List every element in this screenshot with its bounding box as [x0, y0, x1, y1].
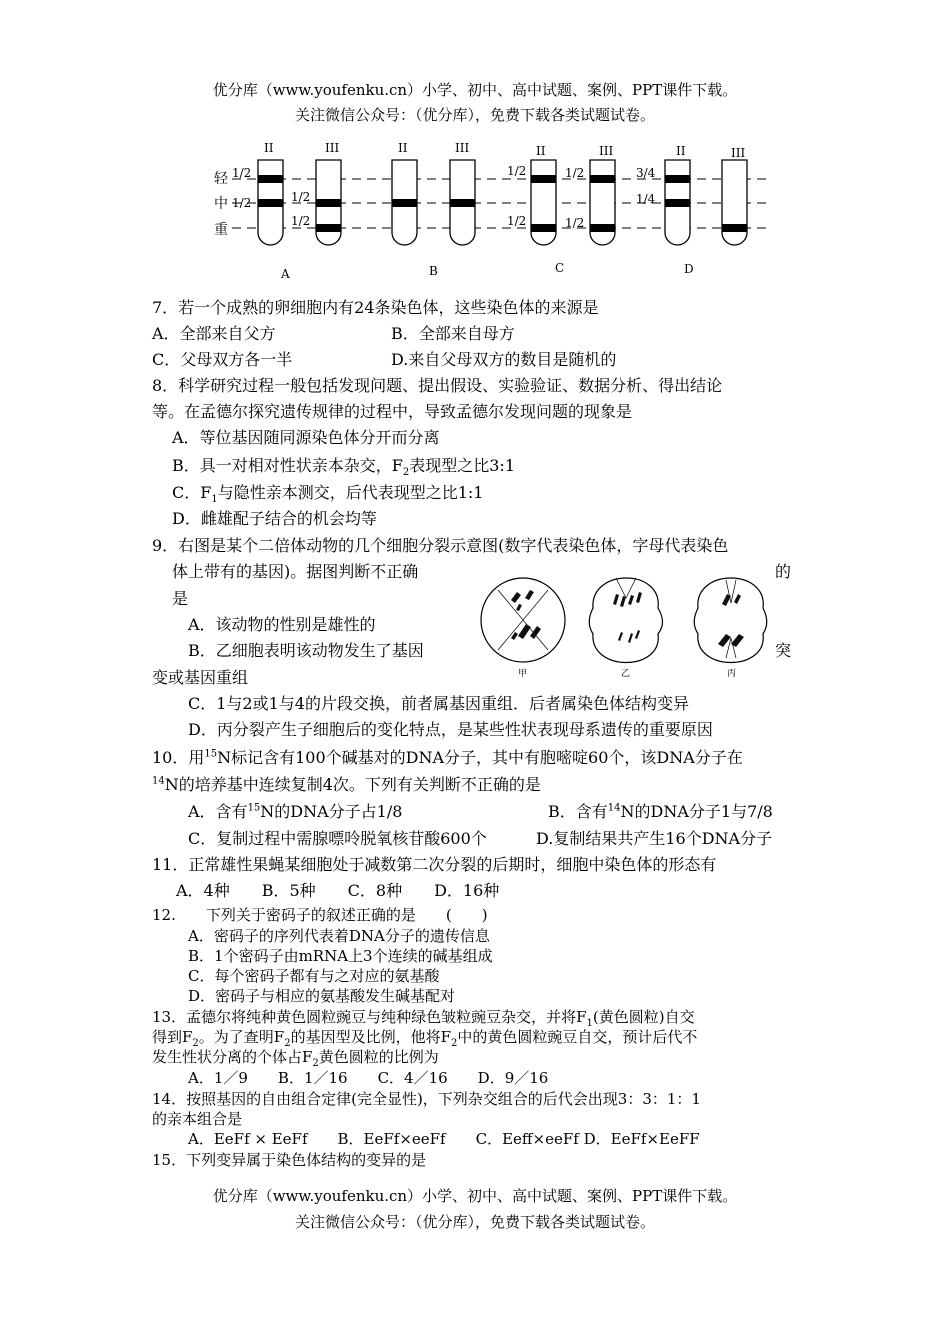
- tube-labels: [264, 141, 745, 160]
- q7-option-a: A．全部来自父方: [152, 324, 276, 343]
- frac-a-1: 1/2: [232, 166, 252, 180]
- tube-label-a-iii: III: [325, 141, 340, 155]
- tube-label-a-ii: II: [264, 141, 274, 155]
- q7-option-c: C．父母双方各一半: [152, 350, 293, 369]
- option-labels: [280, 261, 694, 281]
- frac-a-3: 1/2: [291, 190, 311, 204]
- tube-label-c-ii: II: [536, 144, 546, 158]
- tube-a-ii-band-1: [258, 175, 283, 183]
- q15-stem: 15．下列变异属于染色体结构的变异的是: [152, 1151, 427, 1169]
- cell-labels: [518, 668, 736, 679]
- tube-label-b-iii: III: [455, 141, 470, 155]
- q9-option-c: C．1与2或1与4的片段交换，前者属基因重组．后者属染色体结构变异: [188, 694, 689, 713]
- tube-d-iii: [722, 160, 747, 245]
- q10-stem-1: 10．用$^{15}$N标记含有100个碱基对的DNA分子，其中有胞嘧啶60个，该DNA分子在: [152, 748, 743, 767]
- footer-line-2: 关注微信公众号：（优分库），免费下载各类试题试卷。: [294, 1213, 655, 1231]
- cell-yi-outline: [589, 578, 662, 663]
- cell-bing-outline: [694, 578, 767, 663]
- tube-c-ii-band-1: [531, 175, 556, 183]
- q8-option-b: B．具一对相对性状亲本杂交，$F_2$表现型之比3:1: [172, 456, 516, 479]
- q9-option-d: D．丙分裂产生子细胞后的变化特点，是某些性状表现母系遗传的重要原因: [188, 720, 713, 739]
- q12-option-b: B．1个密码子由mRNA上3个连续的碱基组成: [188, 947, 493, 965]
- q10-option-a: A．含有$^{15}$N的DNA分子占1/8: [188, 802, 403, 821]
- header-line-2: 关注微信公众号：（优分库），免费下载各类试题试卷。: [294, 106, 655, 124]
- frac-c-4: 1/2: [565, 216, 585, 230]
- footer-line-1: 优分库（www.youfenku.cn）小学、初中、高中试题、案例、PPT课件下载。: [212, 1187, 738, 1205]
- q14-stem-2: 的亲本组合是: [152, 1110, 243, 1128]
- frac-c-2: 1/2: [507, 214, 527, 228]
- option-label-a: A: [281, 267, 290, 281]
- tube-d-ii-band-1: [665, 175, 690, 183]
- q10-option-d: D.复制结果共产生16个DNA分子: [536, 829, 773, 848]
- tube-a-iii-band-1: [316, 199, 341, 207]
- q7-stem: 7．若一个成熟的卵细胞内有24条染色体，这些染色体的来源是: [152, 298, 599, 317]
- figure-row-labels: [214, 171, 229, 238]
- q8-option-c: C．$F_1$与隐性亲本测交，后代表现型之比1:1: [172, 483, 484, 506]
- q8-stem-1: 8．科学研究过程一般包括发现问题、提出假设、实验验证、数据分析、得出结论: [152, 376, 723, 395]
- tube-c-iii-band-1: [590, 175, 615, 183]
- tube-d-ii-band-2: [665, 199, 690, 207]
- frac-c-3: 1/2: [565, 166, 585, 180]
- q13-stem-3: 发生性状分离的个体占$F_2$黄色圆粒的比例为: [152, 1048, 439, 1069]
- q9-option-b-line2: 变或基因重组: [152, 668, 249, 687]
- tube-c-iii-band-2: [590, 224, 615, 232]
- q10-option-b: B．含有$^{14}$N的DNA分子1与7/8: [548, 802, 773, 821]
- frac-c-1: 1/2: [507, 164, 527, 178]
- q12-option-d: D．密码子与相应的氨基酸发生碱基配对: [188, 987, 456, 1005]
- cell-label-yi: 乙: [621, 669, 631, 679]
- q9-option-b-end: 突: [775, 641, 792, 660]
- q9-option-a: A．该动物的性别是雄性的: [188, 615, 376, 634]
- dna-density-tube-figure: [0, 135, 950, 285]
- option-label-d: D: [684, 262, 694, 276]
- q11-stem: 11．正常雄性果蝇某细胞处于减数第二次分裂的后期时，细胞中染色体的形态有: [152, 855, 717, 874]
- q10-stem-2: $^{14}$N的培养基中连续复制4次。下列有关判断不正确的是: [152, 775, 541, 794]
- q8-option-d: D．雌雄配子结合的机会均等: [172, 509, 377, 528]
- q8-stem-2: 等。在孟德尔探究遗传规律的过程中，导致孟德尔发现问题的现象是: [152, 402, 633, 421]
- q11-options: A．4种 B．5种 C．8种 D．16种: [176, 881, 500, 900]
- tube-c-iii: [590, 160, 615, 245]
- q9-option-b-line1: B．乙细胞表明该动物发生了基因: [188, 641, 424, 660]
- tube-a-iii-band-2: [316, 224, 341, 232]
- cell-label-bing: 丙: [727, 669, 737, 679]
- tube-label-d-iii: III: [731, 146, 746, 160]
- tube-b-iii-band-1: [450, 199, 475, 207]
- q7-option-d: D.来自父母双方的数目是随机的: [391, 350, 617, 369]
- frac-a-2: 1/2: [232, 196, 252, 210]
- q7-option-b: B．全部来自母方: [391, 324, 515, 343]
- frac-a-4: 1/2: [291, 214, 311, 228]
- cell-label-jia: 甲: [518, 669, 528, 679]
- tube-label-b-ii: II: [398, 141, 408, 155]
- q8-option-a: A．等位基因随同源染色体分开而分离: [172, 428, 440, 447]
- q9-stem-1: 9．右图是某个二倍体动物的几个细胞分裂示意图(数字代表染色体，字母代表染色: [152, 536, 729, 555]
- q14-stem-1: 14．按照基因的自由组合定律(完全显性)，下列杂交组合的后代会出现3：3：1：1: [152, 1090, 701, 1108]
- option-label-b: B: [429, 264, 438, 278]
- q10-option-c: C．复制过程中需腺嘌呤脱氧核苷酸600个: [188, 829, 487, 848]
- header-line-1: 优分库（www.youfenku.cn）小学、初中、高中试题、案例、PPT课件下载。: [212, 81, 738, 99]
- chromosomes: [511, 590, 744, 647]
- option-label-c: C: [555, 261, 565, 275]
- tube-b-ii-band-1: [392, 199, 417, 207]
- frac-d-1: 3/4: [636, 166, 656, 180]
- q9-stem-3: 是: [172, 589, 189, 608]
- tube-d-iii-band-1: [722, 224, 747, 232]
- q12-option-a: A．密码子的序列代表着DNA分子的遗传信息: [188, 927, 490, 945]
- frac-d-2: 1/4: [636, 192, 656, 206]
- q12-stem: 12. 下列关于密码子的叙述正确的是 ( ): [152, 906, 488, 924]
- q14-options: A．EeFf × EeFf B．EeFf×eeFf C．Eeff×eeFf D．EeFf×EeFF: [188, 1130, 700, 1148]
- q13-stem-2: 得到$F_2$。为了查明$F_2$的基因型及比例，他将$F_2$中的黄色圆粒豌豆自交，预计后代不: [152, 1028, 698, 1049]
- q9-stem-2: 体上带有的基因)。据图判断不正确: [172, 562, 419, 581]
- q12-option-c: C．每个密码子都有与之对应的氨基酸: [188, 967, 440, 985]
- q13-stem-1: 13．孟德尔将纯种黄色圆粒豌豆与纯种绿色皱粒豌豆杂交，并将$F_1$(黄色圆粒)自交: [152, 1008, 695, 1029]
- q13-options: A．1／9 B．1／16 C．4／16 D．9／16: [188, 1069, 549, 1087]
- tube-label-c-iii: III: [599, 144, 614, 158]
- row-label-middle: 中: [214, 196, 228, 212]
- q9-stem-2-end: 的: [775, 562, 792, 581]
- tube-c-ii-band-2: [531, 224, 556, 232]
- cell-division-figure: [478, 568, 768, 680]
- tube-label-d-ii: II: [676, 144, 686, 158]
- tube-a-ii-band-2: [258, 199, 283, 207]
- tube-c-ii: [531, 160, 556, 245]
- row-label-light: 轻: [214, 171, 228, 187]
- row-label-heavy: 重: [214, 222, 228, 238]
